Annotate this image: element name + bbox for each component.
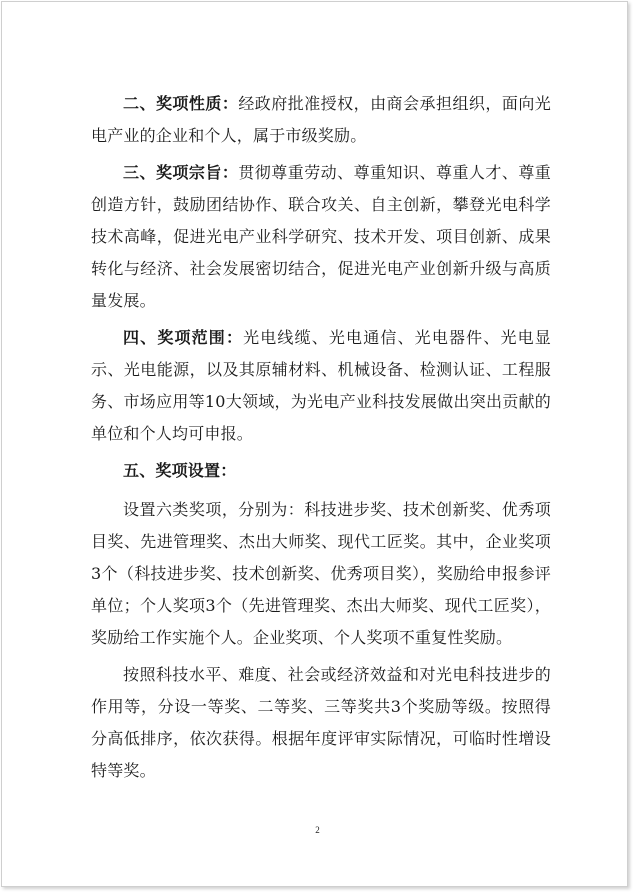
document-body [91,88,551,792]
document-page [1,1,628,887]
section-heading: 二、奖项性质： [123,94,239,113]
section-purpose [91,157,551,317]
section-nature [91,88,551,152]
page-number: 2 [315,825,320,835]
section-settings [91,455,551,487]
paragraph-award-categories: 设置六类奖项，分别为：科技进步奖、技术创新奖、优秀项目奖、先进管理奖、杰出大师奖、现代工匠奖。其中，企业奖项3个（科技进步奖、技术创新奖、优秀项目奖），奖励给申报参评单位；个人奖项3个（先进管理奖、杰出大师奖、现代工匠奖），奖励给工作实施个人。企业奖项、个人奖项不重复性奖励。 [91,500,551,647]
section-heading: 五、奖项设置： [123,461,237,480]
section-text: 经政府批准授权，由商会承担组织，面向光电产业的企业和个人，属于市级奖励。 [91,94,551,145]
section-heading: 三、奖项宗旨： [123,163,239,182]
section-scope [91,322,551,450]
paragraph-award-levels: 按照科技水平、难度、社会或经济效益和对光电科技进步的作用等，分设一等奖、二等奖、三等奖共3个奖励等级。按照得分高低排序，依次获得。根据年度评审实际情况，可临时性增设特等奖。 [91,665,551,780]
section-text: 光电线缆、光电通信、光电器件、光电显示、光电能源，以及其原辅材料、机械设备、检测认证、工程服务、市场应用等10大领域，为光电产业科技发展做出突出贡献的单位和个人均可申报。 [91,328,551,443]
section-heading: 四、奖项范围： [123,328,244,347]
section-text: 贯彻尊重劳动、尊重知识、尊重人才、尊重创造方针，鼓励团结协作、联合攻关、自主创新，攀登光电科学技术高峰，促进光电产业科学研究、技术开发、项目创新、成果转化与经济、社会发展密切结合，促进光电产业创新升级与高质量发展。 [91,163,551,310]
